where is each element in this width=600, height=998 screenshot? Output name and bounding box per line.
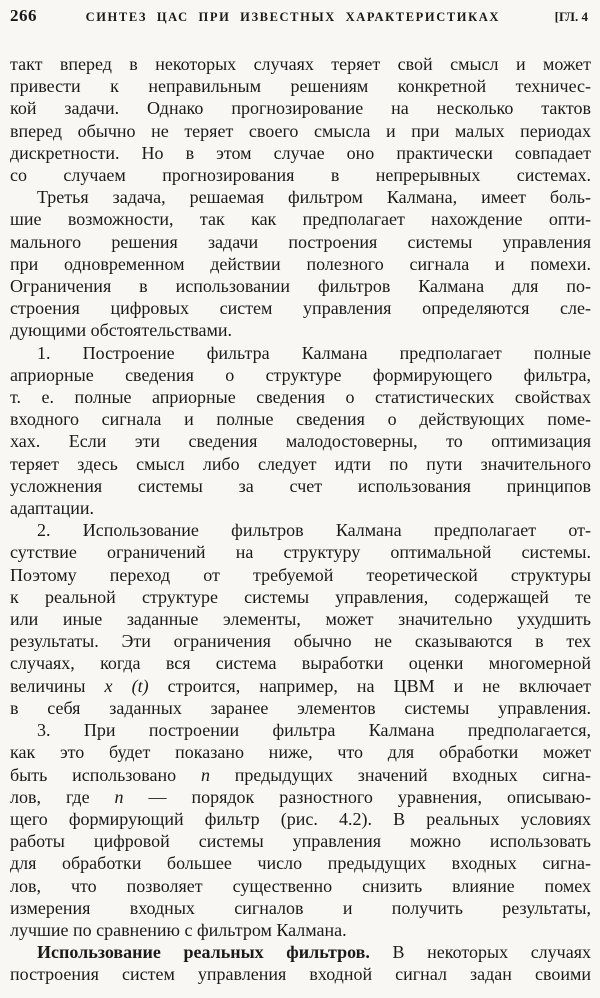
text-segment: лов, где (10, 786, 115, 807)
text-segment: строится, например, на ЦВМ и не включает (148, 675, 591, 696)
text-line (10, 741, 591, 763)
text-segment: т. е. полные априорные сведения о статистических свойствах (10, 387, 591, 408)
text-line (10, 941, 591, 963)
text-block (0, 53, 600, 986)
chapter-reference: [ГЛ. 4 (554, 9, 588, 24)
text-segment: в себя заданных заранее элементов системы управления. (10, 697, 591, 718)
text-segment: при одновременном действии полезного сигнала и помехи. (10, 253, 591, 274)
text-segment: строения цифровых систем управления определяются сле- (10, 298, 591, 319)
text-line (10, 142, 591, 164)
text-line (10, 75, 591, 97)
text-line (10, 652, 591, 674)
text-line (10, 408, 591, 430)
text-segment: В некоторых случаях (369, 942, 591, 963)
text-segment: случаях, когда вся система выработки оценки многомерной (10, 653, 591, 674)
text-segment: сутствие ограничений на структуру оптимальной системы. (10, 542, 591, 563)
text-segment: шие возможности, так как предполагает нахождение опти- (10, 209, 591, 230)
text-segment: быть использовано (10, 764, 201, 785)
text-line (10, 564, 591, 586)
text-line (10, 164, 591, 186)
text-line (10, 852, 591, 874)
text-line (10, 497, 591, 519)
text-line (10, 719, 591, 741)
text-segment: априорные сведения о структуре формирующего фильтра, (10, 364, 591, 385)
text-segment: x (t) (104, 675, 149, 696)
text-line (10, 275, 591, 297)
text-segment: привести к неправильным решениям конкретной техничес- (10, 76, 591, 97)
text-line (10, 630, 591, 652)
text-segment: как это будет показано ниже, что для обработки может (10, 742, 591, 763)
text-line (10, 453, 591, 475)
text-line (10, 386, 591, 408)
text-segment: усложнения системы за счет использования принципов (10, 475, 591, 496)
text-line (10, 97, 591, 119)
text-segment: со случаем прогнозирования в непрерывных системах. (10, 165, 591, 186)
text-line (10, 364, 591, 386)
text-line (10, 697, 591, 719)
text-segment: для обработки большее число предыдущих входных сигна- (10, 853, 591, 874)
text-segment: щего формирующий фильтр (рис. 4.2). В реальных условиях (10, 808, 591, 829)
text-segment: такт вперед в некоторых случаях теряет свой смысл и может (10, 54, 591, 74)
text-line (10, 875, 591, 897)
running-title: СИНТЕЗ ЦАС ПРИ ИЗВЕСТНЫХ ХАРАКТЕРИСТИКАХ (85, 10, 501, 24)
text-segment: работы цифровой системы управления можно использовать (10, 831, 591, 852)
text-segment: величины (10, 675, 105, 696)
text-line (10, 297, 591, 319)
text-segment: к реальной структуре системы управления, содержащей те (10, 586, 591, 607)
text-segment: кой задачи. Однако прогнозирование на несколько тактов (10, 98, 591, 119)
text-line (10, 675, 591, 697)
text-segment: Поэтому переход от требуемой теоретической структуры (10, 564, 591, 585)
text-segment: хах. Если эти сведения малодостоверны, то оптимизация (10, 431, 591, 452)
text-segment: n (114, 786, 124, 807)
text-segment: дискретности. Но в этом случае оно практически совпадает (10, 142, 591, 163)
text-line (10, 475, 591, 497)
text-line (10, 586, 591, 608)
text-segment: или иные заданные элементы, может значительно ухудшить (10, 609, 591, 630)
text-segment: результаты. Эти ограничения обычно не сказываются в тех (10, 631, 591, 652)
text-line (10, 208, 591, 230)
text-line (10, 120, 591, 142)
text-line (10, 764, 591, 786)
text-line (10, 430, 591, 452)
text-segment: Ограничения в использовании фильтров Калмана для по- (10, 276, 591, 297)
text-line (10, 963, 591, 985)
text-line (10, 519, 591, 541)
text-line (10, 186, 591, 208)
text-line (10, 808, 591, 830)
text-segment: Третья задача, решаемая фильтром Калмана, имеет боль- (37, 187, 591, 208)
text-line (10, 342, 591, 364)
text-line (10, 830, 591, 852)
text-line (10, 897, 591, 919)
page-header (0, 0, 600, 26)
text-line (10, 919, 591, 941)
page-number: 266 (10, 6, 37, 25)
text-line (10, 231, 591, 253)
text-segment: теряет здесь смысл либо следует идти по пути значительного (10, 453, 591, 474)
text-segment: лов, что позволяет существенно снизить влияние помех (10, 875, 591, 896)
text-segment: входного сигнала и полные сведения о действующих поме- (10, 409, 591, 430)
text-line (10, 253, 591, 275)
text-segment: 3. При построении фильтра Калмана предполагается, (37, 720, 591, 741)
text-segment: лучшие по сравнению с фильтром Калмана. (10, 919, 347, 940)
text-segment: предыдущих значений входных сигна- (209, 764, 591, 785)
text-line (10, 786, 591, 808)
text-line (10, 608, 591, 630)
text-line (10, 319, 591, 341)
text-line (10, 53, 591, 75)
text-segment: Использование реальных фильтров. (37, 942, 370, 963)
text-segment: n (200, 764, 210, 785)
text-segment: построения систем управления входной сигнал задан своими (10, 964, 591, 985)
text-segment: адаптации. (10, 498, 95, 519)
text-segment: мального решения задачи построения системы управления (10, 231, 591, 252)
text-segment: 2. Использование фильтров Калмана предполагает от- (37, 520, 591, 541)
text-segment: измерения входных сигналов и получить результаты, (10, 897, 591, 918)
text-segment: дующими обстоятельствами. (10, 320, 233, 341)
text-line (10, 541, 591, 563)
text-segment: вперед обычно не теряет своего смысла и при малых периодах (10, 120, 591, 141)
text-segment: 1. Построение фильтра Калмана предполагает полные (37, 342, 591, 363)
text-segment: — порядок разностного уравнения, описываю- (123, 786, 591, 807)
